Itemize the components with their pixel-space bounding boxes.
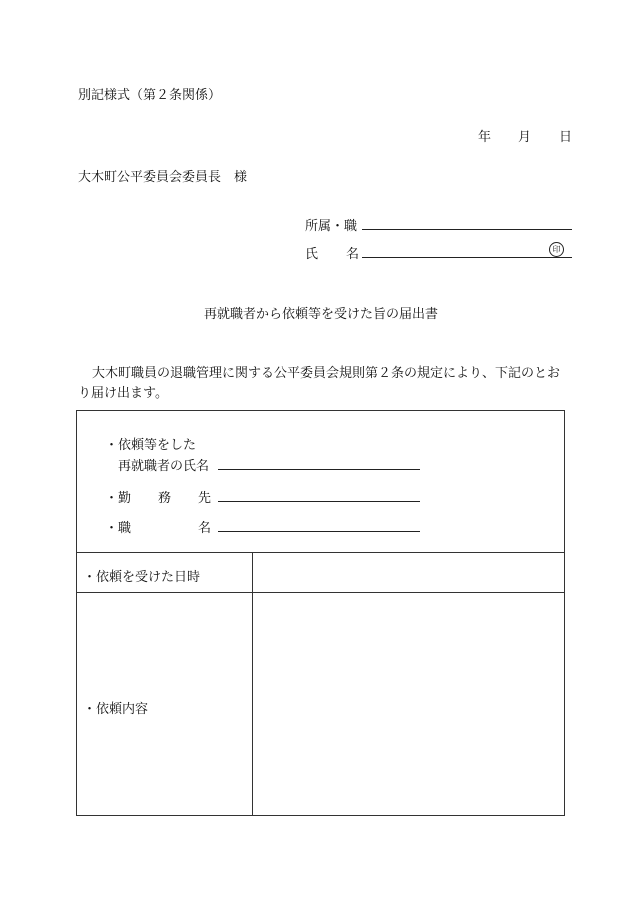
workplace-label-char2: 務 (158, 491, 172, 506)
affiliation-field[interactable] (362, 229, 572, 230)
table-divider-1 (76, 552, 564, 553)
table-divider-2 (76, 592, 564, 593)
seal-mark: 印 (549, 242, 564, 257)
affiliation-label: 所属・職 (305, 219, 358, 234)
name-field[interactable] (362, 257, 572, 258)
position-label-char2: 名 (198, 521, 212, 536)
requester-name-field[interactable] (218, 469, 420, 470)
date-day: 日 (559, 130, 573, 145)
addressee: 大木町公平委員会委員長 様 (78, 170, 248, 185)
request-content-cell[interactable] (254, 594, 562, 813)
body-text-line1: 大木町職員の退職管理に関する公平委員会規則第２条の規定により、下記のとお (92, 366, 561, 381)
received-datetime-cell[interactable] (254, 554, 562, 590)
name-label-part1: 氏 (305, 247, 319, 262)
requester-label-line1: ・依頼等をした (105, 438, 197, 453)
position-label-bullet: ・職 (105, 521, 132, 536)
table-column-divider (252, 552, 253, 815)
document-title: 再就職者から依頼等を受けた旨の届出書 (204, 307, 439, 322)
requester-label-line2: 再就職者の氏名 (118, 459, 210, 474)
form-label: 別記様式（第２条関係） (78, 88, 222, 103)
workplace-label-char3: 先 (198, 491, 212, 506)
position-field[interactable] (218, 531, 420, 532)
workplace-field[interactable] (218, 501, 420, 502)
body-text-line2: り届け出ます。 (78, 386, 168, 401)
workplace-label-bullet: ・勤 (105, 491, 132, 506)
request-content-label: ・依頼内容 (83, 702, 149, 717)
date-year: 年 (478, 130, 492, 145)
received-datetime-label: ・依頼を受けた日時 (83, 570, 201, 585)
name-label-part2: 名 (346, 247, 360, 262)
date-month: 月 (518, 130, 532, 145)
